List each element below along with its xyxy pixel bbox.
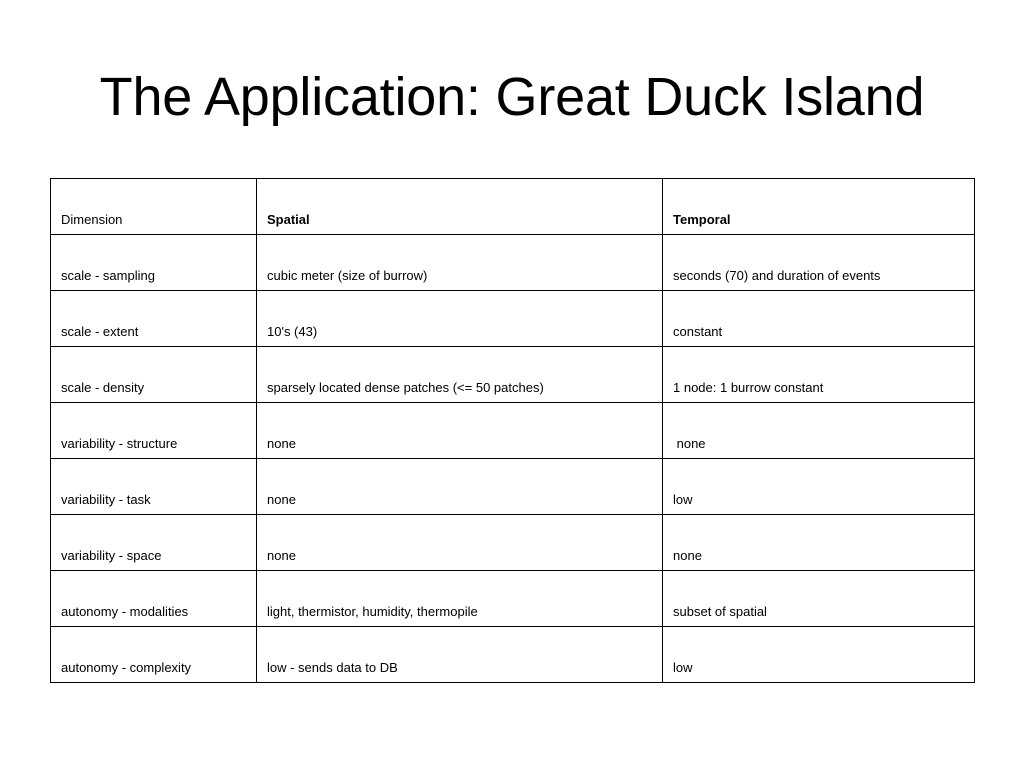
temporal-cell: low (663, 459, 975, 515)
table-row (51, 571, 975, 627)
dimension-cell: variability - task (51, 459, 257, 515)
table-row (51, 403, 975, 459)
temporal-cell: seconds (70) and duration of events (663, 235, 975, 291)
spatial-cell: none (257, 459, 663, 515)
temporal-cell: low (663, 627, 975, 683)
spatial-cell: low - sends data to DB (257, 627, 663, 683)
table-row (51, 627, 975, 683)
temporal-cell: constant (663, 291, 975, 347)
temporal-cell: subset of spatial (663, 571, 975, 627)
header-temporal: Temporal (663, 179, 975, 235)
dimension-cell: variability - structure (51, 403, 257, 459)
dimension-cell: variability - space (51, 515, 257, 571)
temporal-cell: none (663, 515, 975, 571)
table-row (51, 459, 975, 515)
spatial-cell: 10's (43) (257, 291, 663, 347)
table-row (51, 347, 975, 403)
spatial-cell: none (257, 403, 663, 459)
table-row (51, 515, 975, 571)
spatial-cell: cubic meter (size of burrow) (257, 235, 663, 291)
temporal-cell: none (663, 403, 975, 459)
dimension-cell: scale - extent (51, 291, 257, 347)
spatial-cell: none (257, 515, 663, 571)
temporal-cell: 1 node: 1 burrow constant (663, 347, 975, 403)
table-row (51, 291, 975, 347)
spatial-cell: light, thermistor, humidity, thermopile (257, 571, 663, 627)
header-spatial: Spatial (257, 179, 663, 235)
dimension-cell: scale - density (51, 347, 257, 403)
dimensions-table (50, 178, 975, 683)
table-header-row (51, 179, 975, 235)
dimension-cell: scale - sampling (51, 235, 257, 291)
dimension-cell: autonomy - complexity (51, 627, 257, 683)
dimension-cell: autonomy - modalities (51, 571, 257, 627)
spatial-cell: sparsely located dense patches (<= 50 patches) (257, 347, 663, 403)
slide-title: The Application: Great Duck Island (99, 67, 925, 127)
header-dimension: Dimension (51, 179, 257, 235)
table-row (51, 235, 975, 291)
